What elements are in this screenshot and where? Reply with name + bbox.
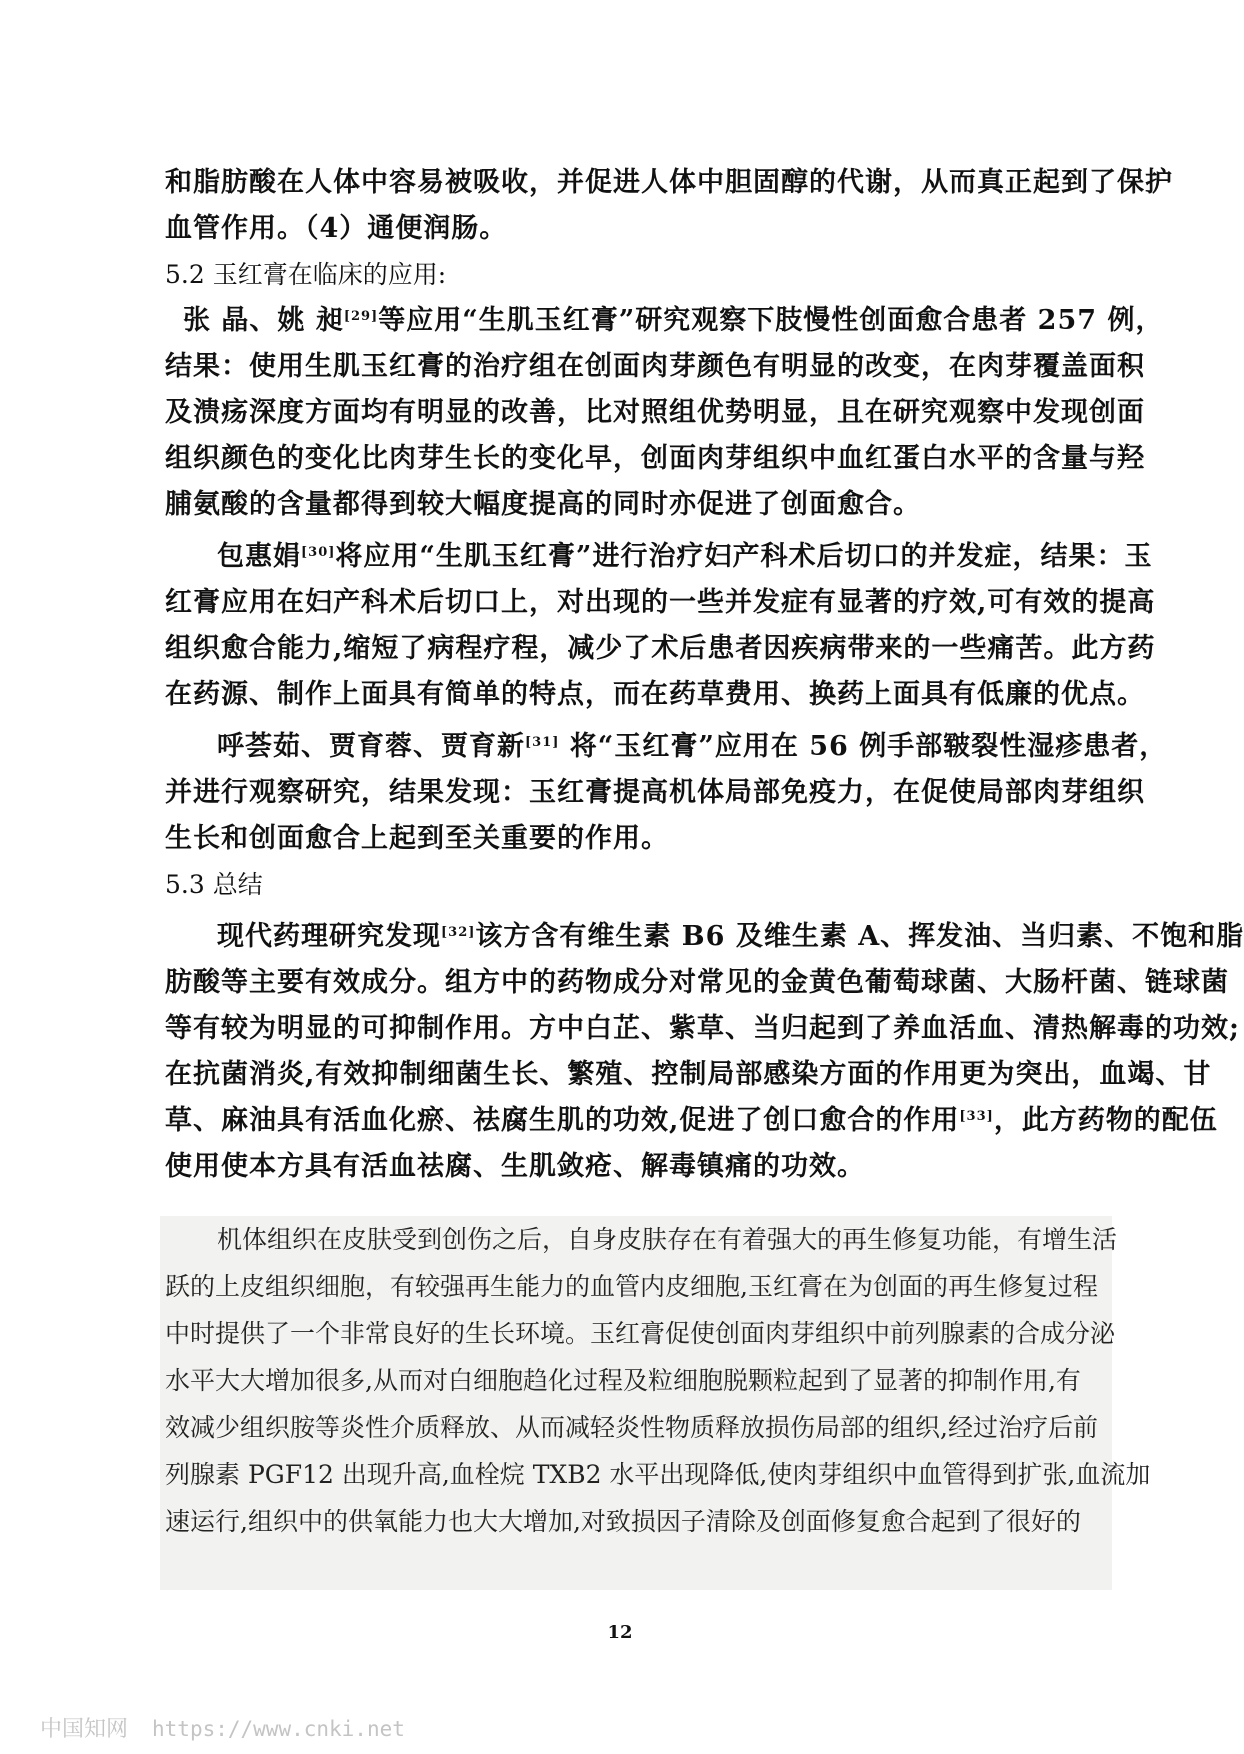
text-span: 将应用“生肌玉红膏”进行治疗妇产科术后切口的并发症，结果：玉 (335, 541, 1153, 572)
text-span: 将“玉红膏”应用在 56 例手部皲裂性湿疹患者， (559, 731, 1168, 762)
paragraph-bao (165, 534, 1156, 718)
citation-ref: [29] (343, 309, 379, 324)
watermark-url: https://www.cnki.net (152, 1717, 405, 1741)
text-line (165, 534, 1153, 580)
text-line: 脯氨酸的含量都得到较大幅度提高的同时亦促进了创面愈合。 (165, 489, 921, 520)
text-span: 该方含有维生素 B6 及维生素 A、挥发油、当归素、不饱和脂 (475, 921, 1244, 952)
text-line: 等有较为明显的可抑制作用。方中白芷、紫草、当归起到了养血活血、清热解毒的功效; (165, 1013, 1240, 1044)
paragraph-zhang (165, 298, 1164, 528)
document-body (165, 160, 1244, 1190)
text-line: 中时提供了一个非常良好的生长环境。玉红膏促使创面肉芽组织中前列腺素的合成分泌 (165, 1319, 1116, 1348)
author-names: 张 晶、姚 昶 (183, 305, 344, 336)
paragraph-hu (165, 724, 1168, 862)
section-heading-5-3: 5.3 总结 (165, 870, 263, 899)
text-line: 机体组织在皮肤受到创伤之后，自身皮肤存在有着强大的再生修复功能，有增生活 (217, 1225, 1118, 1254)
text-line: 结果：使用生肌玉红膏的治疗组在创面肉芽颜色有明显的改变，在肉芽覆盖面积 (165, 351, 1145, 382)
citation-ref: [31] (525, 735, 560, 750)
paragraph-summary (165, 914, 1244, 1190)
text-line (165, 298, 1164, 344)
text-line: 红膏应用在妇产科术后切口上，对出现的一些并发症有显著的疗效,可有效的提高 (165, 587, 1156, 618)
text-line: 肪酸等主要有效成分。组方中的药物成分对常见的金黄色葡萄球菌、大肠杆菌、链球菌 (165, 967, 1229, 998)
paragraph-continuation (165, 160, 1173, 252)
text-line: 血管作用。（4）通便润肠。 (165, 213, 508, 244)
author-names: 呼荟茹、贾育蓉、贾育新 (217, 731, 525, 762)
watermark (40, 1712, 405, 1743)
text-line: 在药源、制作上面具有简单的特点，而在药草费用、换药上面具有低廉的优点。 (165, 679, 1145, 710)
citation-ref: [33] (959, 1109, 994, 1124)
text-line (165, 1098, 1218, 1144)
citation-ref: [30] (301, 545, 336, 560)
text-line: 及溃疡深度方面均有明显的改善，比对照组优势明显，且在研究观察中发现创面 (165, 397, 1145, 428)
text-line: 跃的上皮组织细胞，有较强再生能力的血管内皮细胞,玉红膏在为创面的再生修复过程 (165, 1272, 1098, 1301)
author-names: 包惠娟 (217, 541, 301, 572)
watermark-site-name: 中国知网 (40, 1717, 129, 1742)
text-line: 使用使本方具有活血祛腐、生肌敛疮、解毒镇痛的功效。 (165, 1151, 865, 1182)
text-line: 并进行观察研究，结果发现：玉红膏提高机体局部免疫力，在促使局部肉芽组织 (165, 777, 1145, 808)
section-heading-5-2: 5.2 玉红膏在临床的应用: (165, 260, 447, 289)
text-line (165, 914, 1244, 960)
text-line (165, 724, 1168, 770)
page-number: 12 (607, 1622, 633, 1643)
text-line: 水平大大增加很多,从而对白细胞趋化过程及粒细胞脱颗粒起到了显著的抑制作用,有 (165, 1366, 1081, 1395)
text-line: 生长和创面愈合上起到至关重要的作用。 (165, 823, 669, 854)
text-line: 和脂肪酸在人体中容易被吸收，并促进人体中胆固醇的代谢，从而真正起到了保护 (165, 167, 1173, 198)
text-line: 速运行,组织中的供氧能力也大大增加,对致损因子清除及创面修复愈合起到了很好的 (165, 1507, 1081, 1536)
text-span: 草、麻油具有活血化瘀、祛腐生肌的功效,促进了创口愈合的作用 (165, 1105, 960, 1136)
text-line: 效减少组织胺等炎性介质释放、从而减轻炎性物质释放损伤局部的组织,经过治疗后前 (165, 1413, 1098, 1442)
citation-ref: [32] (441, 925, 476, 940)
text-line: 组织愈合能力,缩短了病程疗程，减少了术后患者因疾病带来的一些痛苦。此方药 (165, 633, 1156, 664)
text-line: 列腺素 PGF12 出现升高,血栓烷 TXB2 水平出现降低,使肉芽组织中血管得到扩张,血流加 (165, 1460, 1151, 1489)
text-line: 组织颜色的变化比肉芽生长的变化早，创面肉芽组织中血红蛋白水平的含量与羟 (165, 443, 1145, 474)
text-span: ，此方药物的配伍 (993, 1105, 1218, 1136)
text-span: 现代药理研究发现 (217, 921, 441, 952)
text-line: 在抗菌消炎,有效抑制细菌生长、繁殖、控制局部感染方面的作用更为突出，血竭、甘 (165, 1059, 1212, 1090)
highlighted-paragraph (160, 1216, 1151, 1590)
text-span: 等应用“生肌玉红膏”研究观察下肢慢性创面愈合患者 257 例， (378, 305, 1164, 336)
